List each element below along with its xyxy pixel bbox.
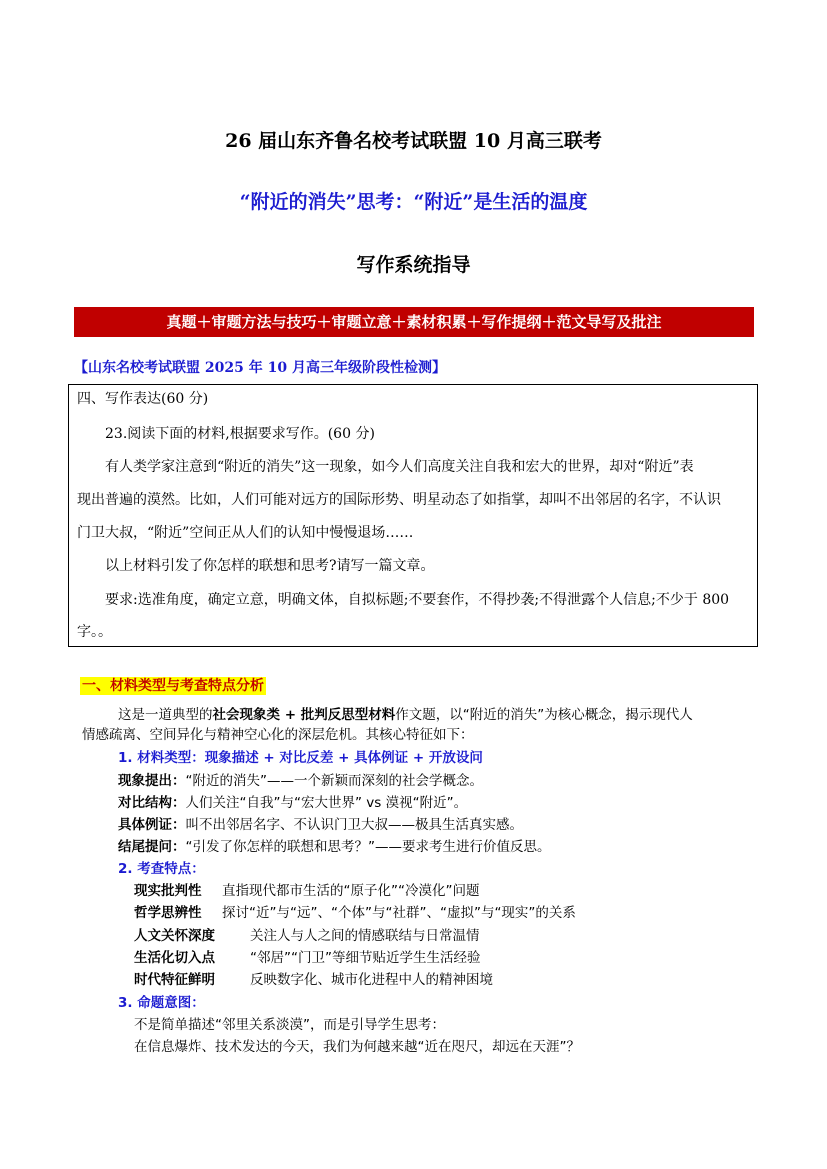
material-line-1: 有人类学家注意到“附近的消失”这一现象，如今人们高度关注自我和宏大的世界，却对“附近”表	[105, 459, 694, 475]
material-line-2: 现出普遍的漠然。比如，人们可能对远方的国际形势、明星动态了如指掌，却叫不出邻居的名字，不认识	[77, 492, 721, 508]
item1-row: 现象提出：“附近的消失”——一个新颖而深刻的社会学概念。	[118, 773, 483, 789]
requirement-line-2: 字。。	[77, 624, 112, 640]
feature-label: 现实批判性	[134, 883, 202, 899]
question-box	[68, 384, 758, 647]
item1-row: 具体例证：叫不出邻居名字、不认识门卫大叔——极具生活真实感。	[118, 817, 523, 833]
item2-heading: 2. 考查特点：	[118, 861, 205, 877]
question-task: 以上材料引发了你怎样的联想和思考?请写一篇文章。	[105, 558, 435, 574]
intro-text-b: 作文题，以“附近的消失”为核心概念，揭示现代人	[395, 707, 693, 723]
intro-bold: 社会现象类 + 批判反思型材料	[212, 707, 396, 723]
item1-row: 结尾提问：“引发了你怎样的联想和思考？”——要求考生进行价值反思。	[118, 839, 551, 855]
feature-label: 生活化切入点	[134, 950, 215, 966]
item3-line-1: 不是简单描述“邻里关系淡漠”，而是引导学生思考：	[134, 1017, 445, 1033]
feature-text: 反映数字化、城市化进程中人的精神困境	[250, 972, 493, 988]
contents-banner: 真题＋审题方法与技巧＋审题立意＋素材积累＋写作提纲＋范文导写及批注	[74, 307, 754, 337]
question-part: 四、写作表达(60 分)	[77, 391, 209, 407]
item1-heading: 1. 材料类型：现象描述 + 对比反差 + 具体例证 + 开放设问	[118, 750, 483, 766]
source-label: 【山东名校考试联盟 2025 年 10 月高三年级阶段性检测】	[74, 360, 446, 376]
item1-row: 对比结构：人们关注“自我”与“宏大世界” vs 漠视“附近”。	[118, 795, 468, 811]
page-title: 26 届山东齐鲁名校考试联盟 10 月高三联考	[225, 130, 602, 152]
intro-text-a: 这是一道典型的	[118, 707, 213, 723]
feature-label: 人文关怀深度	[134, 928, 215, 944]
question-prompt: 23.阅读下面的材料,根据要求写作。(60 分)	[105, 426, 375, 442]
material-line-3: 门卫大叔，“附近”空间正从人们的认知中慢慢退场……	[77, 525, 414, 541]
feature-text: “邻居”“门卫”等细节贴近学生生活经验	[250, 950, 481, 966]
page-subtitle: “附近的消失”思考：“附近”是生活的温度	[239, 191, 588, 213]
analysis-intro-line2: 情感疏离、空间异化与精神空心化的深层危机。其核心特征如下：	[82, 727, 474, 743]
item3-heading: 3. 命题意图：	[118, 995, 205, 1011]
feature-text: 直指现代都市生活的“原子化”“冷漠化”问题	[222, 883, 480, 899]
feature-label: 时代特征鲜明	[134, 972, 215, 988]
analysis-heading: 一、材料类型与考查特点分析	[82, 678, 264, 694]
feature-label: 哲学思辨性	[134, 905, 202, 921]
section-title: 写作系统指导	[356, 254, 471, 276]
analysis-intro	[118, 705, 693, 725]
item3-line-2: 在信息爆炸、技术发达的今天，我们为何越来越“近在咫尺，却远在天涯”？	[134, 1039, 580, 1055]
requirement-line-1: 要求:选准角度，确定立意，明确文体，自拟标题;不要套作，不得抄袭;不得泄露个人信息;不少于 800	[105, 592, 730, 608]
feature-text: 关注人与人之间的情感联结与日常温情	[250, 928, 480, 944]
feature-text: 探讨“近”与“远”、“个体”与“社群”、“虚拟”与“现实”的关系	[222, 905, 576, 921]
